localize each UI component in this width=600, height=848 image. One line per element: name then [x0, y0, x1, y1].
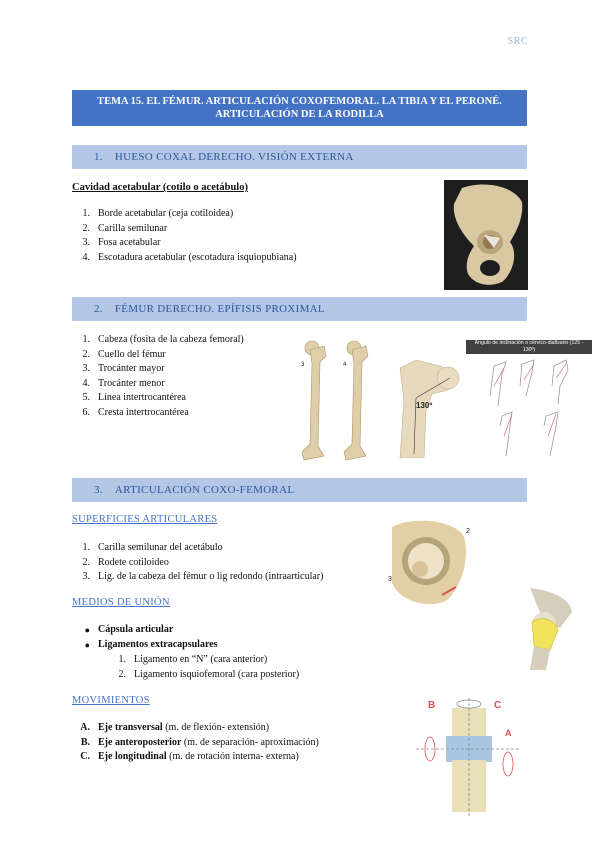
- femur-label-3: 3: [301, 362, 305, 368]
- section-2-number: 2.: [94, 303, 103, 315]
- angle-diagrams-image: [480, 356, 580, 468]
- angle-caption: Ángulo de inclinación o cérvico-diafisario (125 - 130º): [466, 340, 592, 354]
- section-1-title: HUESO COXAL DERECHO. VISIÓN EXTERNA: [114, 151, 354, 163]
- hip-bone-image: [444, 180, 528, 290]
- list-item: 6. Cresta intertrocantérea: [82, 406, 189, 418]
- list-item: 4. Trocánter menor: [82, 377, 165, 389]
- section-2-list: [68, 333, 298, 420]
- axis-label-a: A: [505, 728, 512, 738]
- list-item: A. Eje transversal (m. de flexión- extensión): [80, 722, 270, 733]
- section-3-heading: [72, 478, 527, 502]
- acetabulum-label-2: 2: [466, 528, 470, 535]
- list-item: B. Eje anteroposterior (m. de separación- aproximación): [80, 736, 319, 748]
- medios-heading: MEDIOS DE UNIÓN: [72, 597, 170, 608]
- list-item: 1. Carilla semilunar del acetábulo: [82, 542, 223, 553]
- list-item: 5. Línea intertrocantérea: [82, 392, 186, 403]
- femur-neck-angle-image: [386, 350, 466, 458]
- section-1-list: [68, 207, 388, 265]
- femur-bones-image: [290, 336, 380, 466]
- title-line-1: TEMA 15. EL FÉMUR. ARTICULACIÓN COXOFEMORAL. LA TIBIA Y EL PERONÉ.: [97, 96, 502, 107]
- acetabulum-image: [386, 517, 476, 607]
- list-item: C. Eje longitudinal (m. de rotación interna- externa): [80, 751, 299, 762]
- list-item: 3. Trocánter mayor: [82, 363, 165, 374]
- cavidad-acetabular-subheading: Cavidad acetabular (cotilo o acetábulo): [72, 182, 248, 193]
- title-line-2: ARTICULACIÓN DE LA RODILLA: [215, 109, 384, 120]
- axis-label-c: C: [494, 700, 502, 711]
- movimientos-heading: MOVIMIENTOS: [72, 695, 150, 706]
- list-item: 4. Escotadura acetabular (escotadura isquiopubiana): [82, 251, 297, 263]
- section-2-heading: [72, 297, 527, 321]
- ligament-sublist: [104, 653, 404, 682]
- list-item: 3. Lig. de la cabeza del fémur o lig redondo (intraarticular): [82, 571, 324, 582]
- movement-axes-image: [412, 694, 524, 820]
- superficies-heading: SUPERFICIES ARTICULARES: [72, 514, 218, 525]
- document-title: [72, 90, 527, 126]
- list-item: 2. Carilla semilunar: [82, 222, 168, 234]
- section-1-heading: [72, 145, 527, 169]
- list-item: 3. Fosa acetabular: [82, 237, 161, 248]
- section-2-title: FÉMUR DERECHO. EPÍFISIS PROXIMAL: [114, 303, 325, 315]
- movimientos-list: [68, 721, 388, 765]
- list-item: 2. Cuello del fémur: [82, 348, 166, 360]
- author-initials: SRC: [507, 36, 528, 47]
- medios-list: [68, 623, 388, 652]
- acetabulum-label-3: 3: [388, 576, 392, 583]
- angle-value: 130º: [416, 401, 433, 410]
- list-item: ● Cápsula articular: [84, 624, 174, 635]
- hip-capsule-image: [500, 588, 572, 670]
- list-item: 2. Rodete cotiloideo: [82, 556, 169, 568]
- list-item: 1. Cabeza (fosita de la cabeza femoral): [82, 334, 244, 345]
- section-3-title: ARTICULACIÓN COXO-FEMORAL: [114, 484, 295, 496]
- section-1-number: 1.: [94, 151, 103, 163]
- superficies-list: [68, 541, 388, 585]
- axis-label-b: B: [428, 700, 436, 711]
- list-item: 1. Borde acetabular (ceja cotiloidea): [82, 208, 234, 219]
- list-item: ● Ligamentos extracapsulares: [84, 638, 218, 650]
- list-item: 1. Ligamento en “N” (cara anterior): [118, 654, 268, 665]
- femur-label-4: 4: [343, 362, 347, 368]
- section-3-number: 3.: [94, 484, 103, 496]
- list-item: 2. Ligamento isquiofemoral (cara posterior): [118, 668, 300, 680]
